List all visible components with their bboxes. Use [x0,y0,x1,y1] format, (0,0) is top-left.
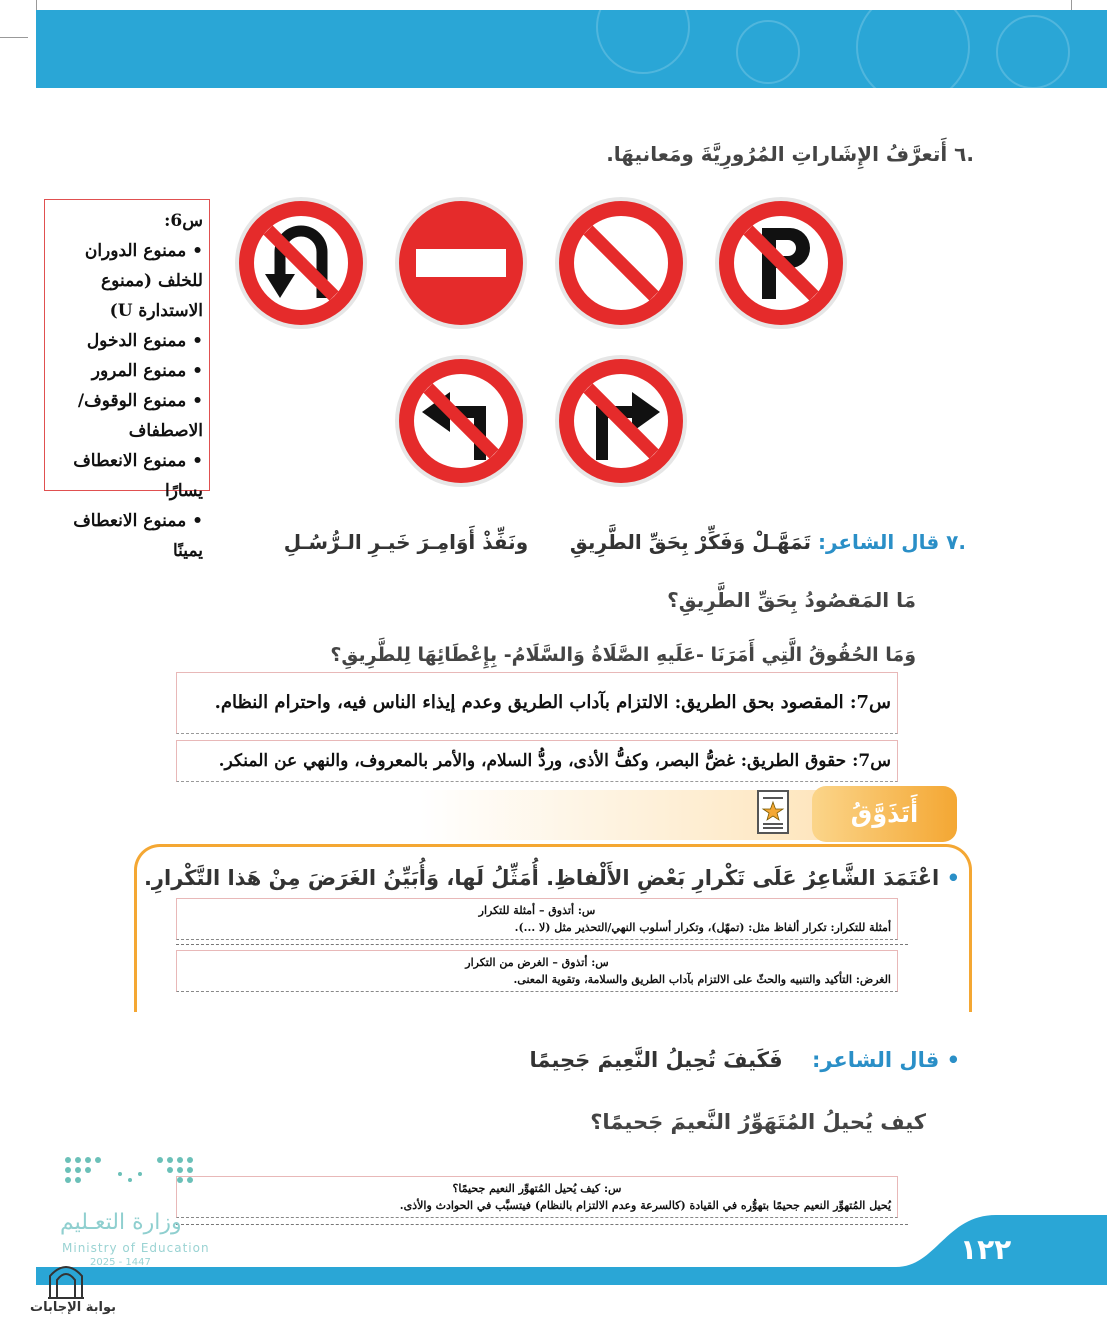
question-7b: وَمَا الحُقُوقُ الَّتِي أَمَرَنَا -عَلَيهِ الصَّلَاةُ وَالسَّلَامُ- بِإِعْطَائِهَا لِلطَّرِيقِ؟ [330,644,916,666]
question-7-line [283,530,966,554]
answer-item: • ممنوع الانعطاف يسارًا [49,446,203,506]
bullet: • [946,866,960,890]
answer-body: الغرض: التأكيد والتنبيه والحثّ على الالتزام بآداب الطريق والسلامة، وتقوية المعنى. [513,973,891,986]
answer-title: س: أتذوق – الغرض من التكرار [465,956,609,969]
answer-8 [176,1176,898,1218]
answer-label: س6: [164,211,203,231]
taste-section-tab: أَتَذَوَّقُ [812,786,957,842]
taste-answer-1 [176,898,898,940]
answer-item: • ممنوع المرور [49,356,203,386]
ruled-line [176,944,908,945]
question-7a: مَا المَقصُودُ بِحَقِّ الطَّرِيقِ؟ [667,588,916,612]
answer-body: أمثلة للتكرار: تكرار ألفاظ مثل: (تمهّل)، وتكرار أسلوب النهي/التحذير مثل (لا ...). [514,921,891,934]
ministry-name-ar: وزارة التعـليم [60,1210,182,1235]
header-band [36,10,1107,88]
answer-body: يُحيل المُتهوِّر النعيم جحيمًا بتهوُّره في القيادة (كالسرعة وعدم الالتزام بالنظام) فيتسبَّب في الحوادث والأذى. [399,1199,891,1212]
no-passing-icon [552,194,690,332]
crop-mark [0,37,28,38]
ministry-logo-icon [60,1154,200,1198]
answer-7b: س7: حقوق الطريق: غضُّ البصر، وكفُّ الأذى، وردُّ السلام، والأمر بالمعروف، والنهي عن المنكر. [176,740,898,782]
no-entry-icon [392,194,530,332]
answer-item: • ممنوع الدخول [49,326,203,356]
verse-part-a: تَمَهَّـلْ وَفَكِّرْ بِحَقِّ الطَّرِيقِ [569,530,811,554]
poet-lead: قال الشاعر: [817,530,940,554]
answer-box-6 [44,199,210,561]
ministry-year: 2025 - 1447 [90,1257,151,1268]
mosque-gate-icon [46,1256,86,1300]
verse-part-b: ونَفِّذْ أَوَامِـرَ خَيـرِ الـرُّسُـلِ [283,530,529,554]
verse: فَكَيفَ تُحِيلُ النَّعِيمَ جَحِيمًا [529,1048,783,1072]
page-number: ١٢٢ [960,1233,1012,1266]
no-u-turn-icon [232,194,370,332]
poet-lead: قال الشاعر: [811,1048,940,1072]
answer-item: • ممنوع الانعطاف يمينًا [49,506,203,566]
bullet: • [946,1048,960,1072]
taste-prompt [143,866,960,890]
question-8: كيف يُحيلُ المُتَهَوِّرُ النَّعيمَ جَحيمًا؟ [590,1110,926,1134]
ministry-name-en: Ministry of Education [62,1241,210,1255]
star-document-icon [757,790,789,834]
answer-title: س: كيف يُحيل المُتهوِّر النعيم جحيمًا؟ [452,1182,622,1195]
taste-prompt-text: اعْتَمَدَ الشَّاعِرُ عَلَى تَكْرارِ بَعْضِ الأَلْفاظِ. أُمَثِّلُ لَها، وَأُبَيِّنُ الغَرَضَ مِنْ هَذا التَّكْرارِ. [143,866,940,890]
question-7-number: .٧ [946,530,966,554]
no-right-turn-icon [552,352,690,490]
answer-7a: س7: المقصود بحق الطريق: الالتزام بآداب الطريق وعدم إيذاء الناس فيه، واحترام النظام. [176,672,898,734]
question-6-title: .٦ أَتعرَّفُ الإِشَاراتِ المُرُورِيَّةَ ومَعانيهَا. [606,142,974,166]
answer-title: س: أتذوق – أمثلة للتكرار [478,904,596,917]
taste-answer-2 [176,950,898,992]
no-left-turn-icon [392,352,530,490]
answer-item: • ممنوع الدوران للخلف (ممنوع الاستدارة U) [49,236,203,326]
question-8-line [480,1048,960,1072]
answer-item: • ممنوع الوقوف/ الاصطفاف [49,386,203,446]
no-parking-icon [712,194,850,332]
portal-label: بوابة الإجابات [30,1300,116,1315]
